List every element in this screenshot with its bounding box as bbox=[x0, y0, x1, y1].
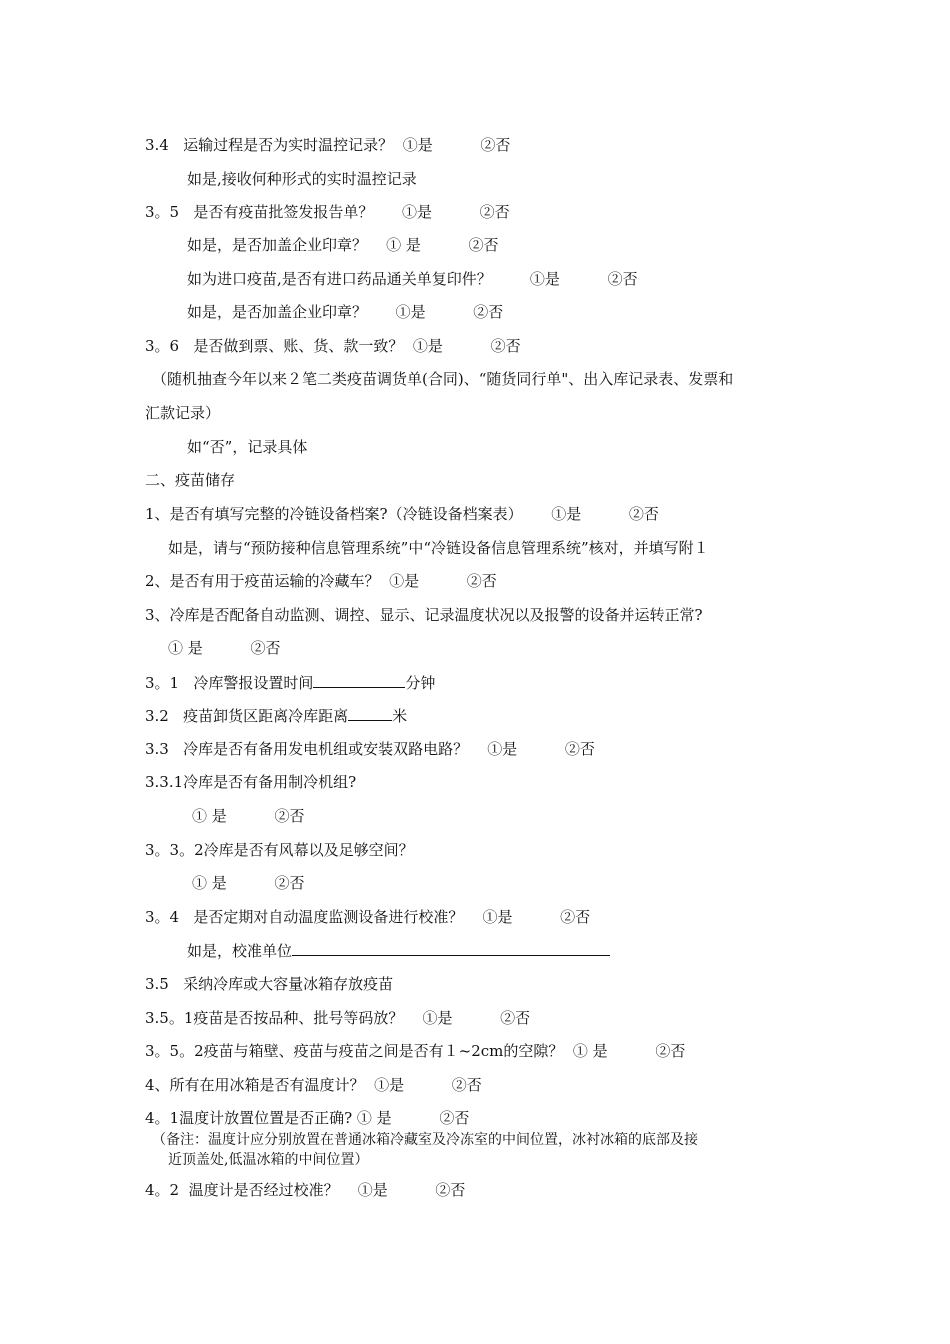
calibration-unit-label: 如是，校准单位 bbox=[187, 942, 293, 960]
item-3-4-calibration: 3。4 是否定期对自动温度监测设备进行校准？ ①是 ②否 bbox=[145, 908, 591, 926]
item-3-2-label: 3.2 疫苗卸货区距离冷库距离 bbox=[145, 707, 349, 725]
item-3-5-company-seal: 如是，是否加盖企业印章？ ① 是 ②否 bbox=[187, 236, 499, 254]
item-4-1-note-line2: 近顶盖处,低温冰箱的中间位置） bbox=[168, 1152, 369, 1168]
item-3-6-sampling-note-line2: 汇款记录） bbox=[145, 404, 221, 422]
item-2-refrigerated-truck: 2、是否有用于疫苗运输的冷藏车？ ①是 ②否 bbox=[145, 572, 497, 590]
item-3-5-1-stacking: 3.5。1疫苗是否按品种、批号等码放？ ①是 ②否 bbox=[145, 1009, 531, 1027]
item-4-1-note-line1: （备注：温度计应分别放置在普通冰箱冷藏室及冷冻室的中间位置，冰衬冰箱的底部及接 bbox=[152, 1132, 698, 1148]
item-3-1-label: 3。1 冷库警报设置时间 bbox=[145, 674, 314, 692]
calibration-unit-blank[interactable] bbox=[292, 940, 610, 956]
item-3-4-calibration-unit bbox=[187, 940, 610, 961]
item-3-2-unloading-distance bbox=[145, 705, 407, 726]
distance-blank[interactable] bbox=[348, 705, 392, 721]
item-3-5-import-company-seal: 如是，是否加盖企业印章？ ①是 ②否 bbox=[187, 303, 504, 321]
item-3-5-batch-release-report: 3。5 是否有疫苗批签发报告单？ ①是 ②否 bbox=[145, 203, 510, 221]
item-3-options: ① 是 ②否 bbox=[168, 639, 281, 657]
item-3-4-record-form: 如是,接收何种形式的实时温控记录 bbox=[187, 170, 417, 188]
item-4-1-thermometer-position: 4。1温度计放置位置是否正确? ① 是 ②否 bbox=[145, 1109, 470, 1127]
item-3-3-backup-generator: 3.3 冷库是否有备用发电机组或安装双路电路？ ①是 ②否 bbox=[145, 740, 595, 758]
item-3-4-realtime-temp-record: 3.4 运输过程是否为实时温控记录？ ①是 ②否 bbox=[145, 136, 511, 154]
item-3-cold-storage-monitoring: 3、冷库是否配备自动监测、调控、显示、记录温度状况以及报警的设备并运转正常? bbox=[145, 606, 703, 624]
item-3-3-2-options: ① 是 ②否 bbox=[192, 874, 305, 892]
item-3-6-sampling-note-line1: （随机抽查今年以来２笔二类疫苗调货单(合同)、“随货同行单"、出入库记录表、发票和 bbox=[152, 370, 734, 388]
section-heading-vaccine-storage: 二、疫苗储存 bbox=[145, 471, 236, 489]
item-1-cold-chain-file: 1、是否有填写完整的冷链设备档案?（冷链设备档案表） ①是 ②否 bbox=[145, 505, 659, 523]
item-3-5-storage-method: 3.5 采纳冷库或大容量冰箱存放疫苗 bbox=[145, 975, 394, 993]
item-3-2-unit: 米 bbox=[392, 707, 408, 725]
item-3-5-import-customs-copy: 如为进口疫苗,是否有进口药品通关单复印件？ ①是 ②否 bbox=[187, 270, 638, 288]
item-3-3-2-air-curtain: 3。3。2冷库是否有风幕以及足够空间？ bbox=[145, 841, 414, 859]
item-4-2-thermometer-calibration: 4。2 温度计是否经过校准？ ①是 ②否 bbox=[145, 1181, 466, 1199]
alarm-time-blank[interactable] bbox=[313, 672, 405, 688]
item-3-5-2-spacing: 3。5。2疫苗与箱壁、疫苗与疫苗之间是否有１~2cm的空隙？ ① 是 ②否 bbox=[145, 1042, 686, 1060]
item-3-1-alarm-time bbox=[145, 672, 435, 693]
item-3-6-ticket-account-consistency: 3。6 是否做到票、账、货、款一致？ ①是 ②否 bbox=[145, 337, 521, 355]
item-3-3-1-backup-refrigeration: 3.3.1冷库是否有备用制冷机组? bbox=[145, 773, 357, 791]
item-3-1-unit: 分钟 bbox=[405, 674, 436, 692]
item-1-verify-note: 如是，请与“预防接种信息管理系统”中“冷链设备信息管理系统”核对，并填写附１ bbox=[168, 539, 709, 557]
item-4-thermometer: 4、所有在用冰箱是否有温度计？ ①是 ②否 bbox=[145, 1076, 482, 1094]
item-3-3-1-options: ① 是 ②否 bbox=[192, 807, 305, 825]
item-3-6-record-details: 如“否”，记录具体 bbox=[187, 438, 308, 456]
